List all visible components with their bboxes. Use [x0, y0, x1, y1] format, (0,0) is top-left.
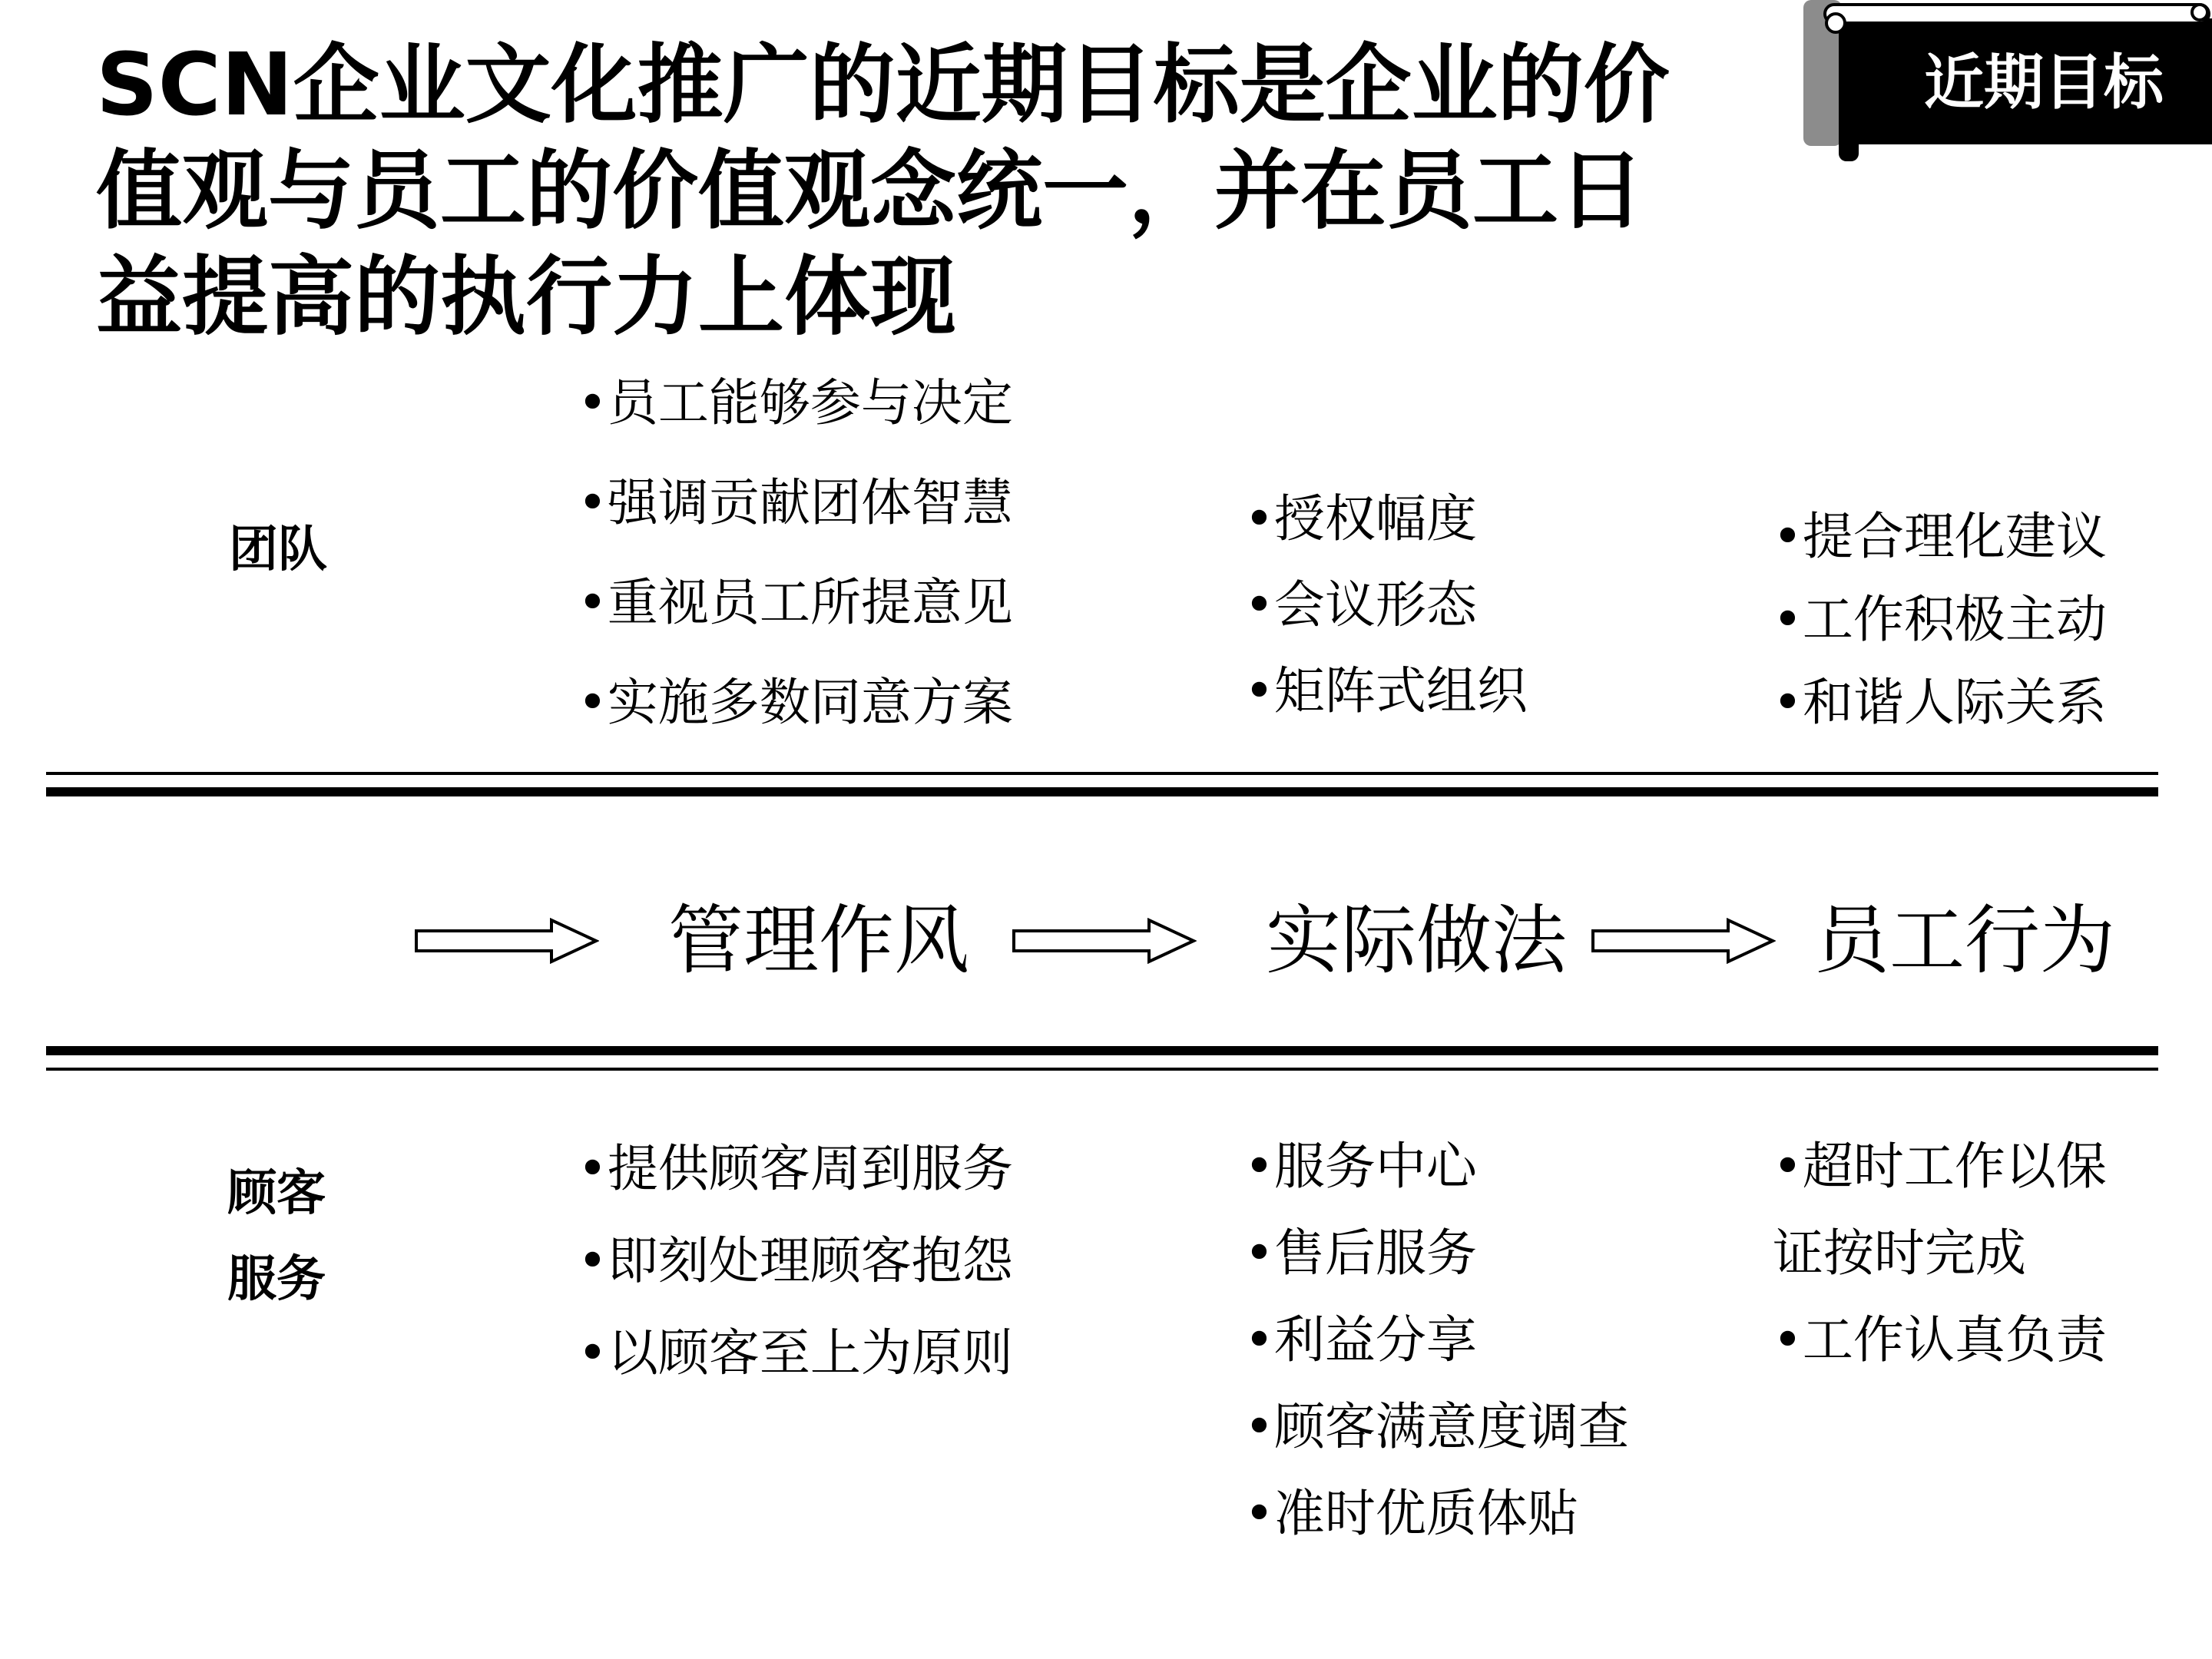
team-section-label: 团队 [229, 522, 327, 578]
list-item: •准时优质体贴 [1244, 1484, 1578, 1543]
list-item: •重视员工所提意见 [578, 573, 1013, 632]
flow-step-employee-behavior: 员工行为 [1814, 897, 2116, 985]
service-methods-list [1244, 1123, 1629, 1557]
list-item: •强调贡献团体智慧 [578, 473, 1013, 532]
list-item: •以顾客至上为原则 [578, 1323, 1013, 1382]
list-item: •和谐人际关系 [1773, 673, 2107, 732]
scroll-badge [1803, 0, 2212, 165]
divider-thin [46, 1068, 2158, 1071]
list-item: •授权幅度 [1244, 489, 1477, 548]
badge-label: 近期目标 [1923, 48, 2164, 118]
flow-step-practice: 实际做法 [1266, 897, 1568, 985]
divider-thick [46, 787, 2158, 796]
list-item: •矩阵式组织 [1244, 661, 1528, 720]
list-item: •实施多数同意方案 [578, 673, 1013, 732]
list-item: 证按时完成 [1773, 1224, 2026, 1283]
service-practices-list [578, 1123, 1013, 1399]
flow-arrow-icon [1591, 918, 1776, 964]
list-item: •即刻处理顾客抱怨 [578, 1231, 1013, 1290]
service-behaviors-list [1773, 1123, 2107, 1383]
list-item: •工作认真负责 [1773, 1310, 2107, 1369]
list-item: •服务中心 [1244, 1137, 1477, 1196]
flow-arrow-icon [1012, 918, 1197, 964]
list-item: •超时工作以保 [1773, 1137, 2107, 1196]
list-item: •会议形态 [1244, 575, 1477, 634]
list-item: •顾客满意度调查 [1244, 1397, 1629, 1456]
team-behaviors-list [1773, 495, 2107, 744]
page-title: SCN企业文化推广的近期目标是企业的价值观与员工的价值观念统一，并在员工日益提高的执行力上体现 [96, 35, 1670, 347]
list-item: •员工能够参与决定 [578, 373, 1013, 432]
list-item: •利益分享 [1244, 1310, 1477, 1369]
team-methods-list [1244, 476, 1528, 734]
list-item: •售后服务 [1244, 1224, 1477, 1283]
service-label-line: 顾客 [227, 1165, 326, 1222]
service-section-label [227, 1151, 404, 1323]
list-item: •提供顾客周到服务 [578, 1139, 1013, 1198]
divider-thin [46, 772, 2158, 775]
divider-thick [46, 1046, 2158, 1055]
flow-step-management-style: 管理作风 [668, 897, 970, 985]
list-item: •工作积极主动 [1773, 590, 2107, 649]
list-item: •提合理化建议 [1773, 507, 2107, 566]
team-practices-list [578, 353, 1013, 753]
service-label-line: 服务 [227, 1251, 326, 1308]
flow-arrow-icon [415, 918, 599, 964]
